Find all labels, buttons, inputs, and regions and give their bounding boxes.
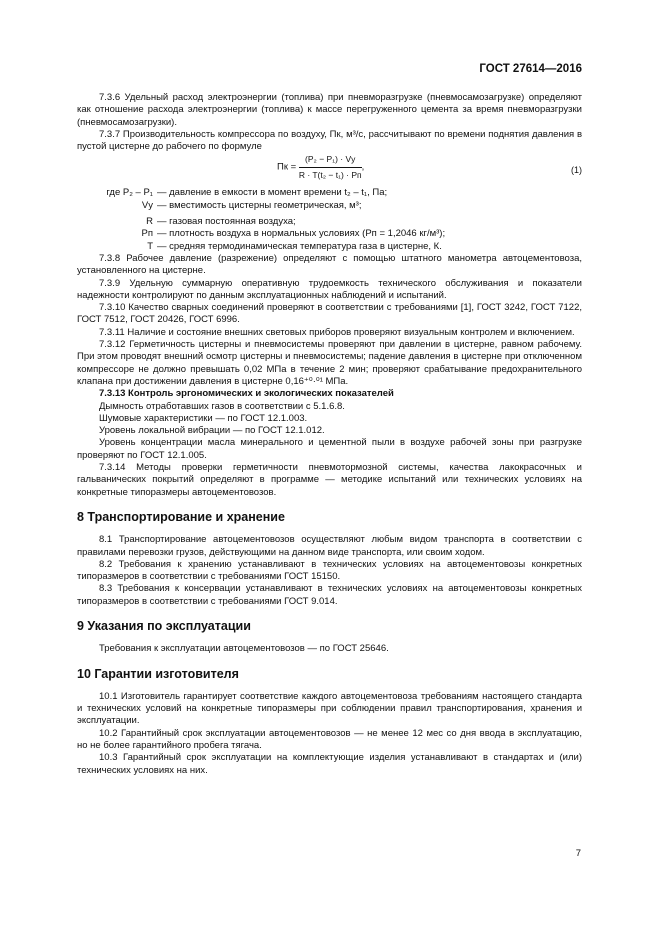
section-9-heading: 9 Указания по эксплуатации [77, 618, 251, 633]
formula-1 [77, 153, 582, 187]
paragraph-7-3-14: 7.3.14 Методы проверки герметичности пневмотормозной системы, качества лакокрасочных и гальванических покрытий определяют в программе — методике испытаний или технических условиях на конкретные типоразмеры автоцементовозов. [77, 462, 582, 498]
paragraph-10-2: 10.2 Гарантийный срок эксплуатации автоцементовозов — не менее 12 мес со дня ввода в эксплуатацию, но не более гарантийного пробега тягача. [77, 727, 582, 752]
paragraph-7-3-7: 7.3.7 Производительность компрессора по воздуху, Пк, м³/с, рассчитывают по времени поднятия давления в пустой цистерне до рабочего по формуле [77, 128, 582, 153]
page-content [77, 92, 582, 777]
paragraph-7-3-8: 7.3.8 Рабочее давление (разрежение) определяют с помощью штатного манометра автоцементовоза, установленного на цистерне. [77, 252, 582, 277]
paragraph-7-3-9: 7.3.9 Удельную суммарную оперативную трудоемкость технического обслуживания и показатели надежности контролируют по данным эксплуатационных наблюдений и испытаний. [77, 277, 582, 301]
paragraph-8-3: 8.3 Требования к консервации устанавливают в технических условиях на автоцементовозы конкретных типоразмеров в соответствии с требованиями ГОСТ 9.014. [77, 583, 582, 607]
legend-row [77, 216, 582, 228]
document-code-header: ГОСТ 27614—2016 [479, 63, 582, 75]
legend-symbol: Vу [141, 199, 153, 211]
formula-fraction [299, 153, 362, 181]
paragraph-7-3-10: 7.3.10 Качество сварных соединений проверяют в соответствии с требованиями [1], ГОСТ 3242, ГОСТ 7122, ГОСТ 7512, ГОСТ 20426, ГОСТ 6996. [77, 302, 582, 326]
legend-symbol: Pп [141, 228, 153, 240]
legend-text: — средняя термодинамическая температура газа в цистерне, К. [157, 240, 442, 252]
paragraph-7-3-12: 7.3.12 Герметичность цистерны и пневмосистемы проверяют при давлении в цистерне, равном рабочему. При этом проводят внешний осмотр цистерны и пневмосистемы; падение давления в цистерне при отключенном компрессоре не должно превышать 0,02 МПа в течение 2 мин; проверяют срабатывание предохранительного клапана при достижении давления в цистерне 0,16⁺⁰·⁰¹ МПа. [77, 339, 582, 387]
legend-row [77, 200, 582, 212]
paragraph-7-3-13-title: 7.3.13 Контроль эргономических и экологических показателей [99, 388, 394, 400]
section-10-heading: 10 Гарантии изготовителя [77, 666, 239, 681]
paragraph-8-2: 8.2 Требования к хранению устанавливают в технических условиях на автоцементовозы конкретных типоразмеров в соответствии с требованиями ГОСТ 15150. [77, 558, 582, 583]
legend-text: — газовая постоянная воздуха; [157, 216, 296, 228]
legend-text: — давление в емкости в момент времени t₂ – t₁, Па; [157, 187, 388, 199]
paragraph-7-3-13-line: Уровень локальной вибрации — по ГОСТ 12.1.012. [99, 425, 325, 437]
paragraph-8-1: 8.1 Транспортирование автоцементовозов осуществляют любым видом транспорта в соответствии с правилами перевозки грузов, действующими на данном виде транспорта, или своим ходом. [77, 534, 582, 558]
page-number: 7 [575, 848, 581, 859]
legend-row [77, 241, 582, 253]
paragraph-7-3-11: 7.3.11 Наличие и состояние внешних световых приборов проверяют визуальным контролем и включением. [99, 326, 575, 338]
paragraph-7-3-13-line: Уровень концентрации масла минерального и цементной пыли в воздухе рабочей зоны при разгрузке проверяют по ГОСТ 12.1.005. [77, 437, 582, 461]
variable-legend [77, 187, 582, 252]
formula-tail: , [361, 161, 365, 173]
paragraph-7-3-13-line: Дымность отработавших газов в соответствии с 5.1.6.8. [99, 400, 345, 412]
legend-row [77, 228, 582, 240]
legend-symbol: T [147, 240, 153, 252]
paragraph-7-3-13-line: Шумовые характеристики — по ГОСТ 12.1.003. [99, 412, 308, 424]
legend-symbol: где P₂ – P₁ [106, 187, 153, 199]
legend-row [77, 187, 582, 199]
paragraph-9: Требования к эксплуатации автоцементовозов — по ГОСТ 25646. [99, 643, 389, 655]
legend-text: — плотность воздуха в нормальных условиях (Pп = 1,2046 кг/м³); [157, 228, 446, 240]
section-8-heading: 8 Транспортирование и хранение [77, 509, 285, 524]
formula-number: (1) [571, 165, 582, 176]
formula-denominator: R · T(t₂ − t₁) · Pп [298, 169, 362, 180]
paragraph-7-3-6: 7.3.6 Удельный расход электроэнергии (топлива) при пневморазгрузке (пневмосамозагрузке) определяют как отношение расхода электроэнергии (топлива) к массе перегруженного цемента за время пневморазгрузки (пневмосамозагрузки). [77, 92, 582, 128]
paragraph-10-3: 10.3 Гарантийный срок эксплуатации на комплектующие изделия устанавливают в стандартах и (или) технических условиях на них. [77, 752, 582, 776]
legend-text: — вместимость цистерны геометрическая, м³; [157, 199, 362, 211]
formula-expression [277, 153, 364, 181]
paragraph-10-1: 10.1 Изготовитель гарантирует соответствие каждого автоцементовоза требованиям настоящего стандарта и технических условий на конкретные типоразмеры при соблюдении правил транспортирования, хранения и эксплуатации. [77, 690, 582, 727]
formula-numerator: (P₂ − P₁) · Vу [299, 153, 362, 167]
formula-lhs: Пк = [277, 161, 297, 173]
legend-symbol: R [146, 216, 153, 228]
